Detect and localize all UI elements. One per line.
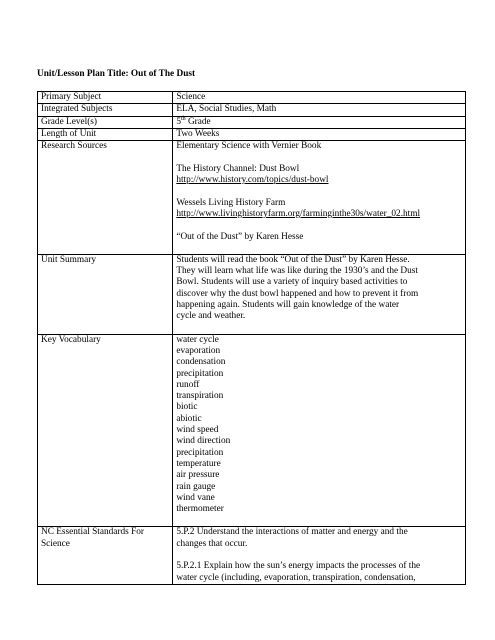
unit-summary-value: [173, 254, 466, 334]
integrated-subjects-label: Integrated Subjects: [38, 104, 173, 116]
vocabulary-term: precipitation: [176, 447, 224, 458]
summary-line: Students will read the book “Out of the Dust” by Karen Hesse.: [176, 254, 410, 265]
vocabulary-term: wind speed: [176, 425, 219, 436]
nc-standards-label-line: NC Essential Standards For: [41, 527, 145, 538]
vocabulary-term: precipitation: [176, 368, 224, 379]
vocabulary-term: wind vane: [176, 492, 215, 503]
nc-standards-label: [38, 527, 173, 584]
source-wessels-farm-link[interactable]: http://www.livinghistoryfarm.org/farminginthe30s/water_02.html: [176, 208, 421, 219]
source-vernier-book: Elementary Science with Vernier Book: [176, 141, 322, 152]
vocabulary-term: transpiration: [176, 391, 224, 402]
vocabulary-term: rain gauge: [176, 481, 216, 492]
length-of-unit-value: Two Weeks: [173, 128, 466, 140]
summary-line: happening again. Students will gain knowledge of the water: [176, 300, 400, 311]
summary-line: cycle and weather.: [176, 311, 246, 322]
research-sources-label: Research Sources: [38, 141, 173, 255]
table-row-key-vocabulary: [38, 334, 466, 527]
vocabulary-term: condensation: [176, 357, 226, 368]
table-row-length-of-unit: [38, 128, 466, 140]
vocabulary-term: thermometer: [176, 504, 224, 515]
standard-line: changes that occur.: [176, 538, 248, 549]
nc-standards-value: [173, 527, 466, 584]
source-history-channel-link[interactable]: http://www.history.com/topics/dust-bowl: [176, 175, 329, 186]
grade-ordinal-suffix: th: [180, 115, 186, 122]
grade-level-value: [173, 116, 466, 128]
length-of-unit-label: Length of Unit: [38, 128, 173, 140]
primary-subject-label: Primary Subject: [38, 92, 173, 104]
research-sources-value: [173, 141, 466, 255]
table-row-nc-standards: [38, 527, 466, 584]
grade-level-label: Grade Level(s): [38, 116, 173, 128]
vocabulary-term: abiotic: [176, 413, 202, 424]
table-row-research-sources: [38, 141, 466, 255]
lesson-plan-title: Unit/Lesson Plan Title: Out of The Dust: [37, 69, 196, 79]
nc-standards-label-line: Science: [41, 538, 70, 549]
source-history-channel-title: The History Channel: Dust Bowl: [176, 163, 300, 174]
vocabulary-term: air pressure: [176, 470, 220, 481]
integrated-subjects-value: ELA, Social Studies, Math: [173, 104, 466, 116]
vocabulary-term: temperature: [176, 458, 221, 469]
table-row-primary-subject: [38, 92, 466, 104]
key-vocabulary-label: Key Vocabulary: [38, 334, 173, 527]
unit-summary-label: Unit Summary: [38, 254, 173, 334]
standard-line: water cycle (including, evaporation, transpiration, condensation,: [176, 572, 416, 583]
vocabulary-list: [176, 335, 462, 516]
vocabulary-term: biotic: [176, 402, 198, 413]
vocabulary-term: water cycle: [176, 334, 219, 345]
standard-line: 5.P.2.1 Explain how the sun’s energy impacts the processes of the: [176, 561, 421, 572]
primary-subject-value: Science: [173, 92, 466, 104]
table-row-grade-level: [38, 116, 466, 128]
key-vocabulary-value: [173, 334, 466, 527]
source-wessels-farm-title: Wessels Living History Farm: [176, 197, 286, 208]
summary-line: discover why the dust bowl happened and how to prevent it from: [176, 288, 419, 299]
standard-line: 5.P.2 Understand the interactions of matter and energy and the: [176, 527, 408, 538]
vocabulary-term: wind direction: [176, 436, 231, 447]
lesson-plan-table: [37, 91, 466, 585]
source-out-of-the-dust-book: “Out of the Dust” by Karen Hesse: [176, 231, 304, 242]
grade-word: Grade: [185, 116, 211, 127]
summary-line: They will learn what life was like during the 1930’s and the Dust: [176, 266, 418, 277]
vocabulary-term: runoff: [176, 379, 200, 390]
summary-line: Bowl. Students will use a variety of inquiry based activities to: [176, 277, 408, 288]
table-row-integrated-subjects: [38, 104, 466, 116]
table-row-unit-summary: [38, 254, 466, 334]
vocabulary-term: evaporation: [176, 345, 221, 356]
grade-number: 5: [176, 116, 181, 127]
